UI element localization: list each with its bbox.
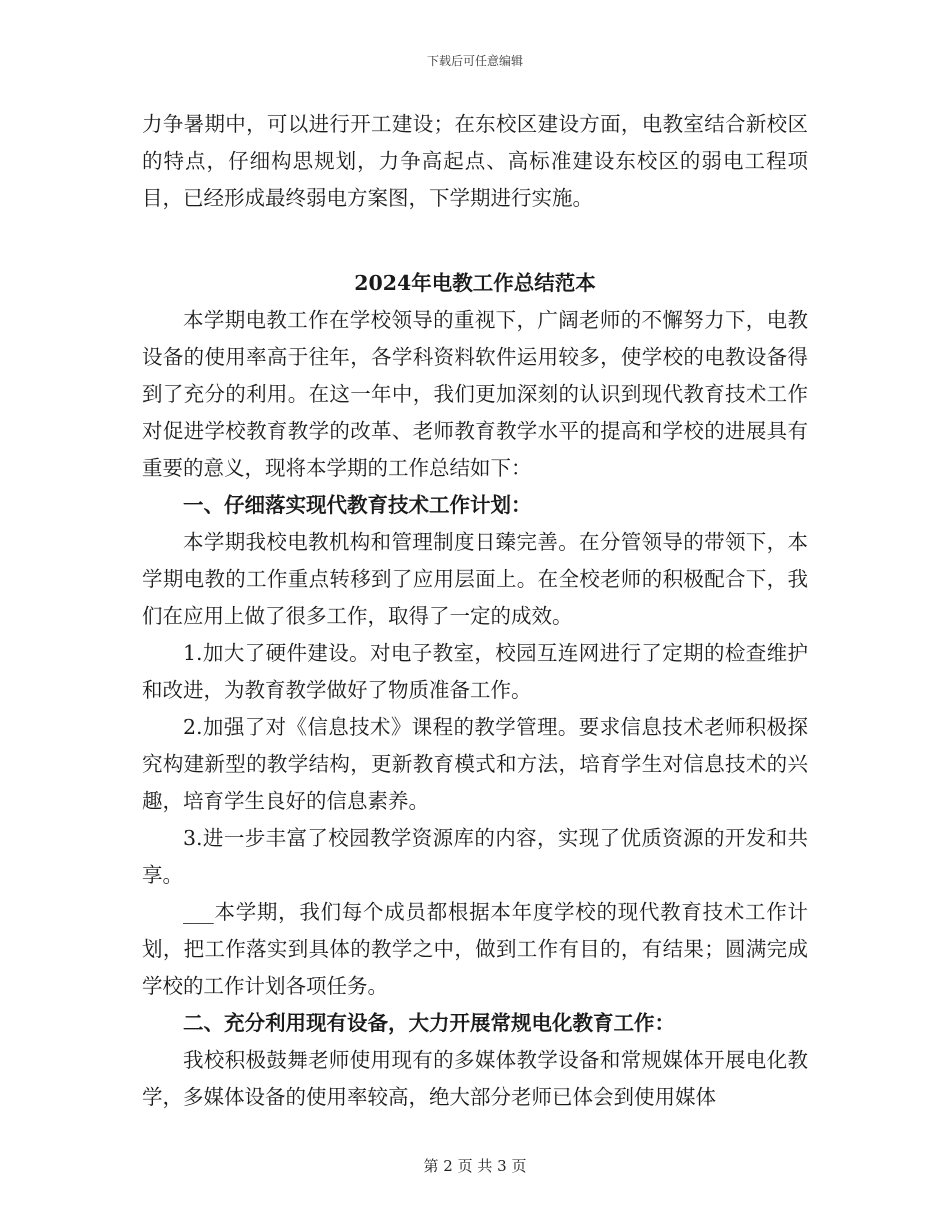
section-1-item-2: 2.加强了对《信息技术》课程的教学管理。要求信息技术老师积极探究构建新型的教学结构，更新教育模式和方法，培育学生对信息技术的兴趣，培育学生良好的信息素养。 (142, 715, 808, 813)
section-1-heading: 一、仔细落实现代教育技术工作计划： (183, 493, 532, 517)
section-2-paragraph: 我校积极鼓舞老师使用现有的多媒体教学设备和常规媒体开展电化教学，多媒体设备的使用率较高，绝大部分老师已体会到使用媒体 (142, 1048, 808, 1109)
section-2-heading: 二、充分利用现有设备，大力开展常规电化教育工作： (183, 1011, 675, 1035)
section-1-item-3: 3.进一步丰富了校园教学资源库的内容，实现了优质资源的开发和共享。 (142, 826, 808, 887)
document-body (142, 106, 808, 1116)
section-1-item-1: 1.加大了硬件建设。对电子教室，校园互连网进行了定期的检查维护和改进，为教育教学做好了物质准备工作。 (142, 641, 808, 702)
document-title: 2024年电教工作总结范本 (354, 271, 596, 295)
page-indicator: 第 2 页 共 3 页 (423, 1157, 527, 1175)
continuation-paragraph: 力争暑期中，可以进行开工建设；在东校区建设方面，电教室结合新校区的特点，仔细构思规划，力争高起点、高标准建设东校区的弱电工程项目，已经形成最终弱电方案图，下学期进行实施。 (142, 112, 808, 210)
section-1-closing-paragraph: ___本学期，我们每个成员都根据本年度学校的现代教育技术工作计划，把工作落实到具体的教学之中，做到工作有目的，有结果；圆满完成学校的工作计划各项任务。 (142, 900, 808, 998)
intro-paragraph: 本学期电教工作在学校领导的重视下，广阔老师的不懈努力下，电教设备的使用率高于往年，各学科资料软件运用较多，使学校的电教设备得到了充分的利用。在这一年中，我们更加深刻的认识到现代教育技术工作对促进学校教育教学的改革、老师教育教学水平的提高和学校的进展具有重要的意义，现将本学期的工作总结如下： (142, 308, 808, 480)
section-1-paragraph: 本学期我校电教机构和管理制度日臻完善。在分管领导的带领下，本学期电教的工作重点转移到了应用层面上。在全校老师的积极配合下，我们在应用上做了很多工作，取得了一定的成效。 (142, 530, 808, 628)
header-note: 下载后可任意编辑 (426, 54, 523, 68)
